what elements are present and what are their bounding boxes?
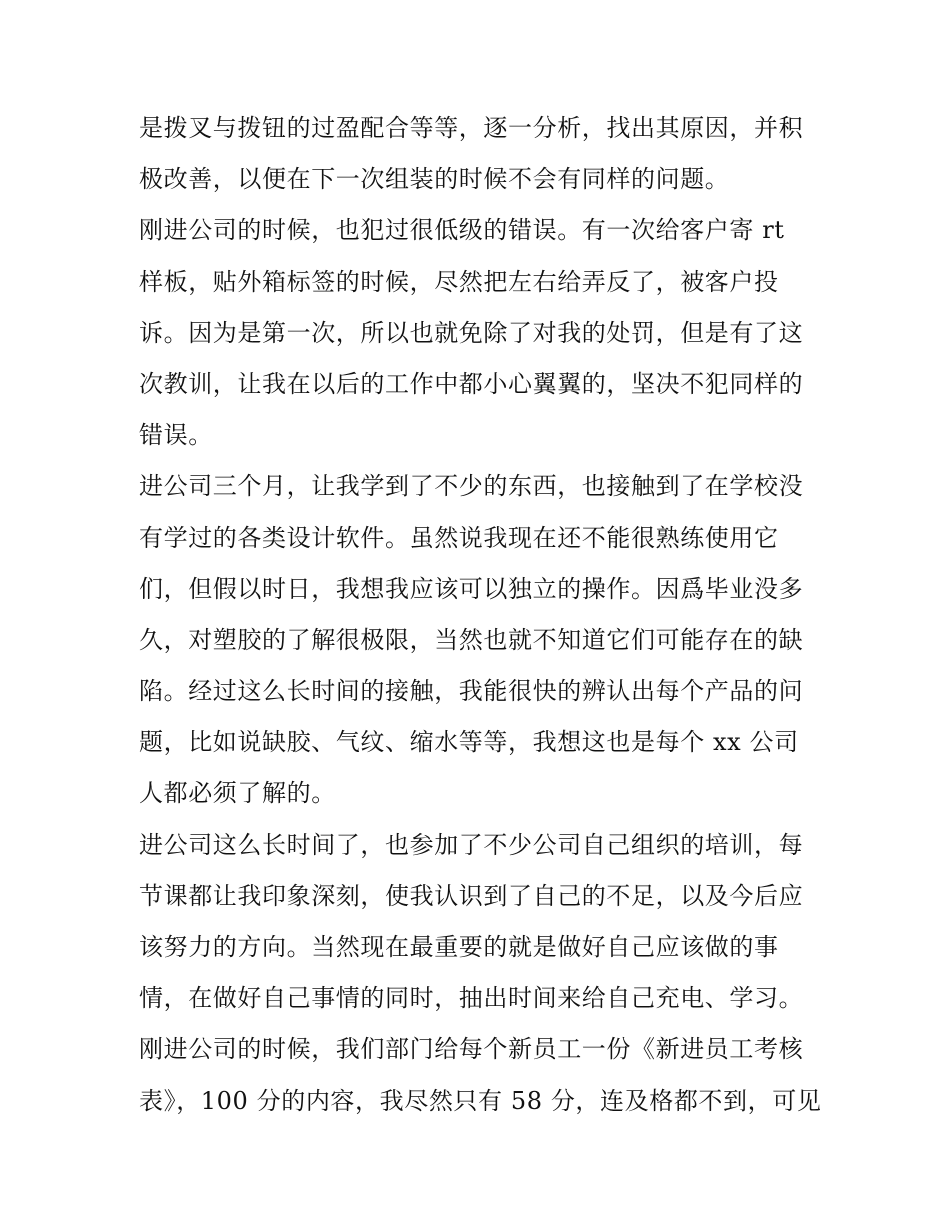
text-line: 节课都让我印象深刻，使我认识到了自己的不足，以及今后应 — [139, 881, 804, 910]
text-line: 次教训，让我在以后的工作中都小心翼翼的，坚决不犯同样的 — [139, 369, 804, 398]
text-line: 进公司这么长时间了，也参加了不少公司自己组织的培训，每 — [139, 830, 804, 859]
document-body — [139, 103, 822, 1127]
text-line: 有学过的各类设计软件。虽然说我现在还不能很熟练使用它 — [139, 523, 779, 552]
text-line: 极改善，以便在下一次组装的时候不会有同样的问题。 — [139, 165, 730, 194]
text-line: 人都必须了解的。 — [139, 779, 336, 808]
text-line: 刚进公司的时候，我们部门给每个新员工一份《新进员工考核 — [139, 1035, 804, 1064]
text-line: 刚进公司的时候，也犯过很低级的错误。有一次给客户寄 rt — [139, 216, 785, 245]
text-line: 题，比如说缺胶、气纹、缩水等等，我想这也是每个 xx 公司 — [139, 728, 799, 757]
text-line: 表》，100 分的内容，我尽然只有 58 分，连及格都不到，可见 — [139, 1086, 822, 1115]
text-line: 是拨叉与拨钮的过盈配合等等，逐一分析，找出其原因，并积 — [139, 114, 804, 142]
text-line: 该努力的方向。当然现在最重要的就是做好自己应该做的事 — [139, 933, 779, 961]
text-line: 样板，贴外箱标签的时候，尽然把左右给弄反了，被客户投 — [139, 267, 779, 296]
text-line: 诉。因为是第一次，所以也就免除了对我的处罚，但是有了这 — [139, 318, 804, 347]
text-line: 陷。经过这么长时间的接触，我能很快的辨认出每个产品的问 — [139, 677, 804, 706]
text-line: 们，但假以时日，我想我应该可以独立的操作。因爲毕业没多 — [139, 574, 804, 603]
text-line: 错误。 — [139, 421, 213, 450]
text-line: 久，对塑胶的了解很极限，当然也就不知道它们可能存在的缺 — [139, 625, 804, 654]
text-line: 进公司三个月，让我学到了不少的东西，也接触到了在学校没 — [139, 472, 804, 501]
text-line: 情，在做好自己事情的同时，抽出时间来给自己充电、学习。 — [139, 984, 804, 1013]
